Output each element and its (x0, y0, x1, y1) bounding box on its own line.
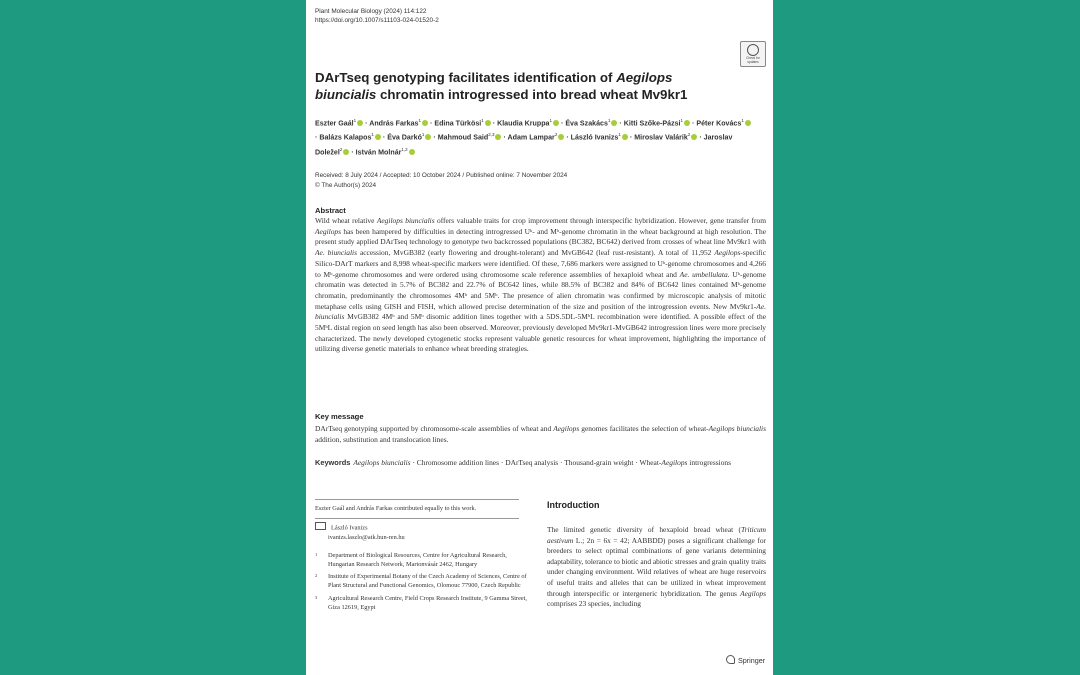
affiliation-text: Institute of Experimental Botany of the Czech Academy of Sciences, Centre of Plant Structural and Functional Genomics, Olomouc 77900, Czech Republic (328, 573, 527, 590)
author-name[interactable]: Eszter Gaál (315, 119, 354, 128)
affiliations (315, 552, 527, 616)
introduction-heading: Introduction (547, 500, 600, 510)
orcid-icon[interactable] (343, 149, 349, 155)
orcid-icon[interactable] (495, 134, 501, 140)
journal-citation: Plant Molecular Biology (2024) 114:122 (315, 8, 427, 15)
orcid-icon[interactable] (357, 120, 363, 126)
copyright-line: © The Author(s) 2024 (315, 181, 377, 189)
doi-link[interactable]: https://doi.org/10.1007/s11103-024-01520-2 (315, 17, 439, 24)
mail-icon[interactable] (315, 522, 326, 530)
affiliation-item (315, 595, 527, 612)
orcid-icon[interactable] (409, 149, 415, 155)
affiliation-item (315, 552, 527, 569)
author-affiliation-ref: 1 (549, 118, 553, 123)
author-affiliation-ref: 1 (371, 132, 374, 138)
orcid-icon[interactable] (425, 134, 431, 140)
author-name[interactable]: Miroslav Valárik (634, 133, 688, 142)
affiliation-text: Department of Biological Resources, Centre for Agricultural Research, Hungarian Research Network, Martonvásár 2462, Hungary (328, 552, 507, 568)
corresponding-email[interactable]: ivanizs.laszlo@atk.hun-ren.hu (328, 533, 405, 541)
author-affiliation-ref: 1,2 (401, 146, 408, 152)
affiliation-number: 3 (315, 594, 318, 600)
key-message-heading: Key message (315, 412, 364, 421)
author-affiliation-ref: 2 (339, 146, 343, 152)
author-affiliation-ref: 1 (607, 118, 611, 123)
author-affiliation-ref: 2,3 (488, 132, 495, 138)
key-message-text: DArTseq genotyping supported by chromosome-scale assemblies of wheat and Aegilops genomes facilitates the selection of wheat-Aegilops biuncialis addition, substitution and translocation lines. (315, 424, 767, 444)
author-name[interactable]: Klaudia Kruppa (497, 119, 550, 128)
author-name[interactable]: László Ivanizs (570, 133, 619, 142)
check-for-updates-icon[interactable] (740, 41, 766, 67)
orcid-icon[interactable] (558, 134, 564, 140)
keyword[interactable]: Thousand-grain weight (564, 458, 634, 467)
author-affiliation-ref: 1 (741, 118, 744, 123)
publisher-logo (726, 655, 765, 665)
affiliation-text: Agricultural Research Centre, Field Crops Research Institute, 9 Gamma Street, Giza 12619, Egypt (328, 594, 527, 611)
author-name[interactable]: Edina Türkösi (434, 119, 482, 128)
publisher-name: Springer (738, 656, 766, 665)
keywords-label: Keywords (315, 458, 351, 467)
publication-dates (315, 171, 567, 190)
keyword[interactable]: Chromosome addition lines (416, 458, 499, 467)
abstract-heading: Abstract (315, 206, 346, 215)
author-name[interactable]: István Molnár (355, 148, 402, 157)
corresponding-name: László Ivanizs (331, 524, 368, 532)
author-list: Eszter Gaál$^1$ · András Farkas$^1$ · Edina Türkösi$^1$ · Klaudia Kruppa$^1$ · Éva Szakács$^1$ · Kitti Szőke-Pázsi$^1$ · Péter Kovács$^1$ · Balázs Kalapos$^1$ · Éva Darkó$^1$ · Mahmoud Said$^{2,3}$ · Adam Lampar$^2$ · László Ivanizs$^1$ · Miroslav Valárik$^2$ · Jaroslav Doležel$^2$ · István Molnár$^{1,2}$ (315, 115, 755, 158)
author-affiliation-ref: 1 (421, 132, 425, 138)
orcid-icon[interactable] (375, 134, 381, 140)
author-name[interactable]: András Farkas (369, 119, 419, 128)
abstract-text: Wild wheat relative Aegilops biuncialis offers valuable traits for crop improvement through interspecific hybridization. However, gene transfer from Aegilops has been hampered by difficulties in detecting introgressed Uᵇ- and Mᵇ-genome chromatin in the wheat background at high resolution. The present study applied DArTseq technology to genotype two backcrossed populations (BC382, BC642) derived from crosses of wheat line Mv9kr1 with Ae. biuncialis accession, MvGB382 (early flowering and drought-tolerant) and MvGB642 (leaf rust-resistant). A total of 11,952 Aegilops-specific Silico-DArT markers and 8,998 wheat-specific markers were identified. Of these, 7,686 markers were assigned to Uᵇ-genome chromosomes and 4,266 to Mᵇ-genome chromosomes and were ordered using chromosome scale reference assemblies of hexaploid wheat and Ae. umbellulata. Uᵇ-genome chromatin was detected in 5.7% of BC382 and 22.7% of BC642 lines, while 88.5% of BC382 and 84% of BC642 lines contained Mᵇ-genome chromatin, predominantly the chromosomes 4Mᵇ and 5Mᵇ. The presence of alien chromatin was confirmed by microscopic analysis of mitotic metaphase cells using GISH and FISH, which allowed precise determination of the size and position of the introgression events. New Mv9kr1-Ae. biuncialis MvGB382 4Mᵇ and 5Mᵇ disomic addition lines together with a 5DS.5DL-5MᵇL recombination were identified. A possible effect of the 5MᵇL distal region on seed length has also been observed. Moreover, previously developed Mv9kr1-MvGB642 introgression lines were more precisely characterized. The newly developed cytogenetic stocks represent valuable genetic resources for wheat improvement, highlighting the importance of utilizing diverse genetic materials to enhance wheat breeding strategies. (315, 216, 766, 354)
orcid-icon[interactable] (691, 134, 697, 140)
corresponding-author (315, 522, 405, 542)
author-name[interactable]: Adam Lampar (507, 133, 555, 142)
journal-header (315, 7, 439, 25)
keyword[interactable]: Aegilops biuncialis (353, 458, 411, 467)
badge-label: Check for updates (746, 56, 760, 64)
footnote-divider (315, 499, 519, 500)
author-name[interactable]: Kitti Szőke-Pázsi (623, 119, 681, 128)
author-affiliation-ref: 1 (618, 132, 621, 138)
orcid-icon[interactable] (485, 120, 491, 126)
footnote-divider (315, 518, 519, 519)
author-name[interactable]: Éva Darkó (387, 133, 422, 142)
author-name[interactable]: Jaroslav Doležel (315, 133, 733, 157)
orcid-icon[interactable] (553, 120, 559, 126)
orcid-icon[interactable] (622, 134, 628, 140)
author-name[interactable]: Éva Szakács (565, 119, 608, 128)
ring-icon (747, 44, 759, 56)
author-name[interactable]: Mahmoud Said (437, 133, 489, 142)
springer-horse-icon (726, 655, 735, 664)
equal-contribution-note: Eszter Gaál and András Farkas contributed equally to this work. (315, 505, 477, 512)
author-affiliation-ref: 1 (481, 118, 484, 123)
introduction-text: The limited genetic diversity of hexaploid bread wheat (Triticum aestivum L.; 2n = 6x = 42; AABBDD) poses a significant challenge for breeders to select optimal combinations of gene variants determining adaptability, tolerance to biotic and abiotic stresses and grain quality traits under changing environment. Wild relatives of wheat are huge reservoirs of useful traits and alleles that can be utilized in wheat improvement through interspecific or intergeneric hybridization. The genus Aegilops comprises 23 species, including (547, 525, 766, 609)
author-affiliation-ref: 1 (680, 118, 684, 123)
affiliation-number: 1 (315, 552, 318, 557)
affiliation-number: 2 (315, 573, 318, 579)
keyword[interactable]: DArTseq analysis (505, 458, 559, 467)
orcid-icon[interactable] (422, 120, 428, 126)
article-title: DArTseq genotyping facilitates identification of Aegilops biuncialis chromatin introgressed into bread wheat Mv9kr1 (315, 70, 688, 102)
author-affiliation-ref: 2 (554, 132, 558, 138)
orcid-icon[interactable] (684, 120, 690, 126)
author-affiliation-ref: 2 (687, 132, 691, 138)
keywords: Keywords Aegilops biuncialis · Chromosome addition lines · DArTseq analysis · Thousand-grain weight · Wheat-Aegilops introgressions (315, 458, 732, 467)
received-line: Received: 8 July 2024 / Accepted: 10 October 2024 / Published online: 7 November 2024 (315, 172, 568, 179)
orcid-icon[interactable] (745, 120, 751, 126)
author-affiliation-ref: 1 (353, 118, 357, 123)
affiliation-item (315, 573, 527, 590)
author-name[interactable]: Balázs Kalapos (319, 133, 372, 142)
article-page (306, 0, 773, 675)
author-name[interactable]: Péter Kovács (696, 119, 742, 128)
keyword[interactable]: Wheat-Aegilops introgressions (639, 458, 732, 467)
orcid-icon[interactable] (611, 120, 617, 126)
author-affiliation-ref: 1 (418, 118, 422, 123)
